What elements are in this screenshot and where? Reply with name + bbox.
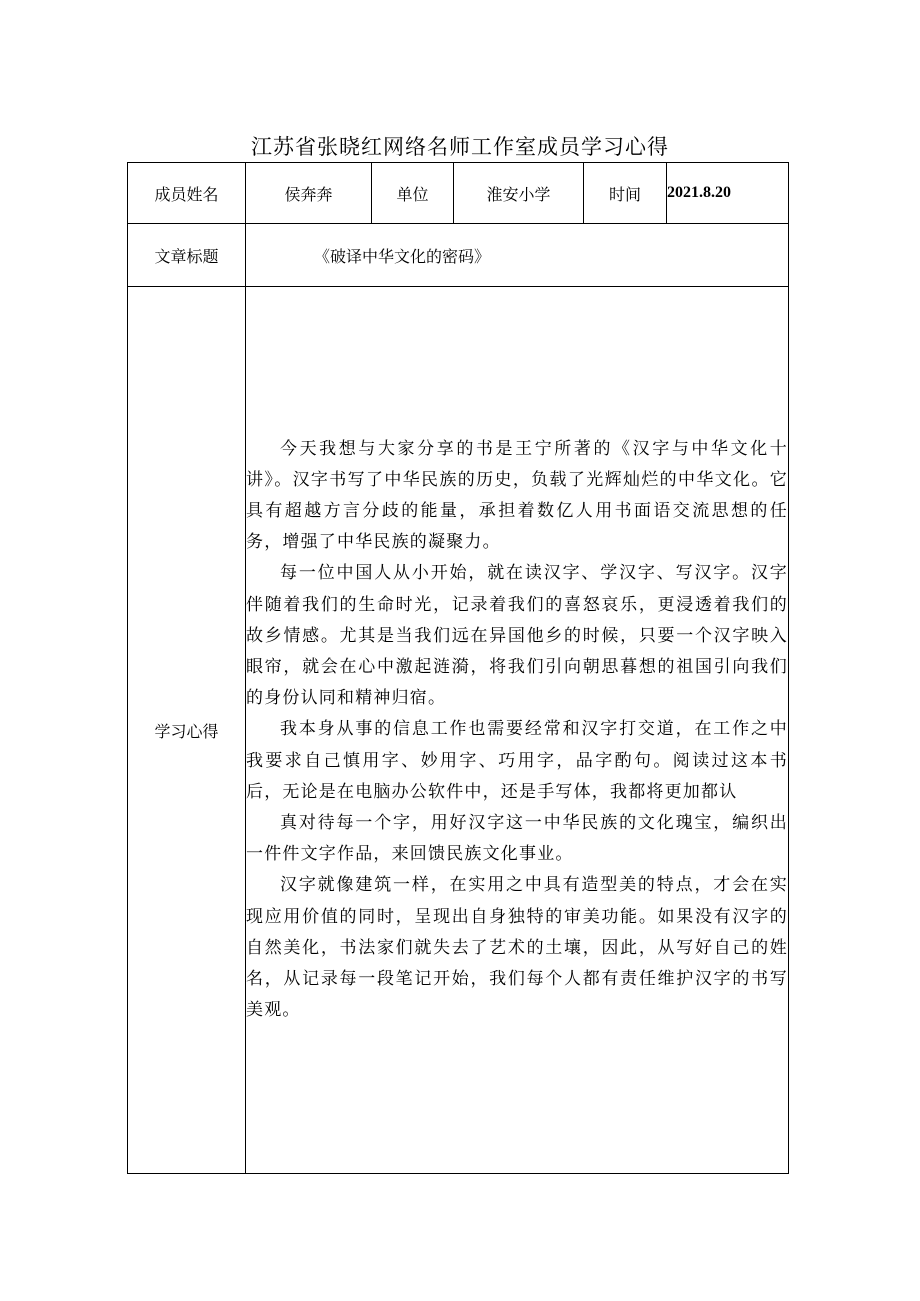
unit-label: 单位 bbox=[372, 163, 454, 224]
article-title-row bbox=[128, 224, 789, 287]
reflection-content bbox=[246, 287, 789, 1174]
reflection-paragraph: 我本身从事的信息工作也需要经常和汉字打交道，在工作之中我要求自己慎用字、妙用字、巧用字，品字酌句。阅读过这本书后，无论是在电脑办公软件中，还是手写体，我都将更加都认 bbox=[246, 719, 788, 802]
document-title: 江苏省张晓红网络名师工作室成员学习心得 bbox=[251, 135, 669, 159]
reflection-paragraph: 汉字就像建筑一样，在实用之中具有造型美的特点，才会在实现应用价值的同时，呈现出自身独特的审美功能。如果没有汉字的自然美化，书法家们就失去了艺术的土壤，因此，从写好自己的姓名，从记录每一段笔记开始，我们每个人都有责任维护汉字的书写美观。 bbox=[246, 875, 788, 1021]
reflection-form-table bbox=[127, 162, 789, 1174]
reflection-row bbox=[128, 287, 789, 1174]
time-label: 时间 bbox=[584, 163, 667, 224]
reflection-paragraph: 今天我想与大家分享的书是王宁所著的《汉字与中华文化十讲》。汉字书写了中华民族的历史，负载了光辉灿烂的中华文化。它具有超越方言分歧的能量，承担着数亿人用书面语交流思想的任务，增强了中华民族的凝聚力。 bbox=[246, 438, 788, 553]
article-title-value: 《破译中华文化的密码》 bbox=[246, 224, 789, 287]
info-row bbox=[128, 163, 789, 224]
reflection-label: 学习心得 bbox=[128, 287, 246, 1174]
unit-value: 淮安小学 bbox=[454, 163, 584, 224]
article-title-label: 文章标题 bbox=[128, 224, 246, 287]
reflection-paragraph: 真对待每一个字，用好汉字这一中华民族的文化瑰宝，编织出一件件文字作品，来回馈民族文化事业。 bbox=[246, 813, 788, 865]
reflection-paragraph: 每一位中国人从小开始，就在读汉字、学汉字、写汉字。汉字伴随着我们的生命时光，记录着我们的喜怒哀乐，更浸透着我们的故乡情感。尤其是当我们远在异国他乡的时候，只要一个汉字映入眼帘，就会在心中激起涟漪，将我们引向朝思暮想的祖国引向我们的身份认同和精神归宿。 bbox=[246, 563, 788, 709]
time-value: 2021.8.20 bbox=[667, 163, 789, 224]
member-name-label: 成员姓名 bbox=[128, 163, 246, 224]
member-name-value: 侯奔奔 bbox=[246, 163, 372, 224]
